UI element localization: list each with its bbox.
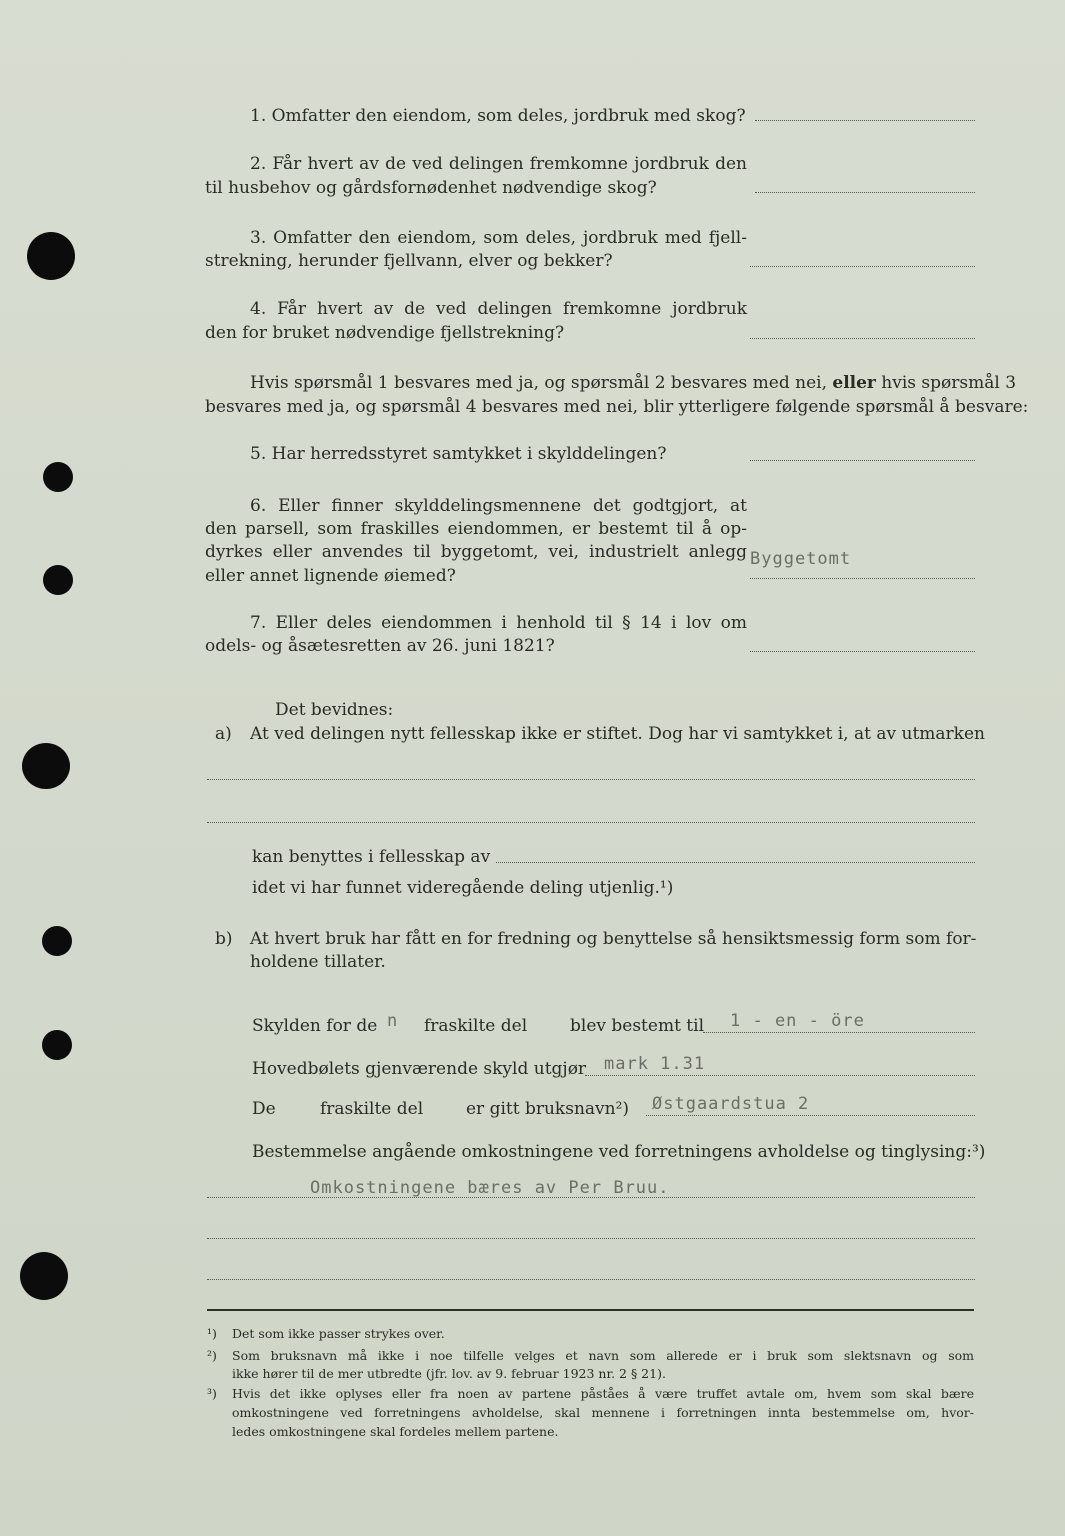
attest-b-line-1: At hvert bruk har fått en for fredning og benyttelse så hensiktsmessig form som for- (250, 929, 977, 949)
answer-line-4[interactable] (750, 338, 975, 339)
condition-text-b: hvis spørsmål 3 (875, 373, 1017, 393)
skyld-label-b: fraskilte del (424, 1016, 528, 1036)
footnote-3-line-1: Hvis det ikke oplyses eller fra noen av partene påståes å være truffet avtale om, hvem som skal bære (232, 1386, 974, 1401)
condition-line-2: besvares med ja, og spørsmål 4 besvares med nei, blir ytterligere følgende spørsmål å besvare: (205, 397, 1029, 417)
answer-line-7[interactable] (750, 651, 975, 652)
utmark-line-1[interactable] (207, 779, 975, 780)
footnote-1: Det som ikke passer strykes over. (232, 1326, 445, 1341)
footnote-3-line-3: ledes omkostningene skal fordeles mellem partene. (232, 1424, 559, 1439)
utmark-line-2[interactable] (207, 822, 975, 823)
attest-a-text: At ved delingen nytt fellesskap ikke er stiftet. Dog har vi samtykket i, at av utmarken (250, 724, 985, 744)
answer-line-3[interactable] (750, 266, 975, 267)
finding-text: idet vi har funnet videregående deling utjenlig.¹) (252, 878, 674, 898)
question-6-line-3: dyrkes eller anvendes til byggetomt, vei, industrielt anlegg (205, 542, 747, 562)
punch-hole-1 (27, 232, 75, 280)
condition-eller: eller (832, 373, 876, 393)
answer-line-5[interactable] (750, 460, 975, 461)
hoved-line[interactable] (585, 1075, 975, 1076)
footnote-rule (207, 1309, 974, 1311)
footnote-2-line-2: ikke hører til de mer utbredte (jfr. lov. av 9. februar 1923 nr. 2 § 21). (232, 1366, 666, 1381)
skyld-line[interactable] (703, 1032, 975, 1033)
hoved-label: Hovedbølets gjenværende skyld utgjør (252, 1059, 587, 1079)
punch-hole-5 (42, 926, 72, 956)
skyld-label-a: Skylden for de (252, 1016, 378, 1036)
punch-hole-7 (20, 1252, 68, 1300)
footnote-2-mark: ²) (207, 1348, 217, 1363)
footnote-1-mark: ¹) (207, 1326, 217, 1341)
footnote-3-mark: ³) (207, 1386, 217, 1401)
answer-line-2[interactable] (755, 192, 975, 193)
common-use-line[interactable] (496, 862, 975, 863)
attest-heading: Det bevidnes: (275, 700, 394, 720)
question-4-line-1: 4. Får hvert av de ved delingen fremkomne jordbruk (250, 299, 747, 319)
de-label-b: fraskilte del (320, 1099, 424, 1119)
attest-a-label: a) (215, 724, 232, 744)
question-6-line-1: 6. Eller finner skylddelingsmennene det godtgjort, at (250, 496, 747, 516)
cost-value: Omkostningene bæres av Per Bruu. (310, 1178, 670, 1198)
cost-line-1[interactable] (207, 1197, 975, 1198)
attest-b-line-2: holdene tillater. (250, 952, 386, 972)
skyld-value: 1 - en - öre (730, 1011, 865, 1031)
cost-line-2[interactable] (207, 1238, 975, 1239)
footnote-2-line-1: Som bruksnavn må ikke i noe tilfelle velges et navn som allerede er i bruk som slektsnavn og som (232, 1348, 974, 1363)
skyld-label-c: blev bestemt til (570, 1016, 705, 1036)
bruksnavn-value: Østgaardstua 2 (652, 1094, 810, 1114)
bruksnavn-line[interactable] (646, 1115, 975, 1116)
de-label-c: er gitt bruksnavn²) (466, 1099, 630, 1119)
condition-line-1 (250, 372, 1017, 394)
question-7-line-2: odels- og åsætesretten av 26. juni 1821? (205, 636, 555, 656)
answer-line-1[interactable] (755, 120, 975, 121)
condition-text-a: Hvis spørsmål 1 besvares med ja, og spørsmål 2 besvares med nei, (250, 373, 833, 393)
question-2-line-2: til husbehov og gårdsfornødenhet nødvendige skog? (205, 178, 657, 198)
punch-hole-6 (42, 1030, 72, 1060)
common-use-label: kan benyttes i fellesskap av (252, 847, 491, 867)
question-3-line-1: 3. Omfatter den eiendom, som deles, jordbruk med fjell- (250, 228, 747, 248)
punch-hole-3 (43, 565, 73, 595)
question-6-line-2: den parsell, som fraskilles eiendommen, er bestemt til å op- (205, 519, 747, 539)
question-3-line-2: strekning, herunder fjellvann, elver og bekker? (205, 251, 613, 271)
attest-b-label: b) (215, 929, 233, 949)
question-2-line-1: 2. Får hvert av de ved delingen fremkomne jordbruk den (250, 154, 747, 174)
hoved-value: mark 1.31 (604, 1054, 706, 1074)
footnote-3-line-2: omkostningene ved forretningens avholdelse, skal mennene i forretningen innta bestemmelse om, hvor- (232, 1405, 974, 1420)
cost-label: Bestemmelse angående omkostningene ved forretningens avholdelse og tinglysing:³) (252, 1142, 986, 1162)
skyld-n-typed: n (387, 1011, 399, 1031)
answer-6-typed: Byggetomt (750, 549, 852, 569)
punch-hole-4 (22, 743, 70, 789)
punch-hole-2 (43, 462, 73, 492)
question-1: 1. Omfatter den eiendom, som deles, jordbruk med skog? (250, 106, 746, 126)
question-6-line-4: eller annet lignende øiemed? (205, 566, 456, 586)
cost-line-3[interactable] (207, 1279, 975, 1280)
question-4-line-2: den for bruket nødvendige fjellstrekning? (205, 323, 565, 343)
answer-line-6[interactable] (750, 578, 975, 579)
question-7-line-1: 7. Eller deles eiendommen i henhold til § 14 i lov om (250, 613, 747, 633)
question-5: 5. Har herredsstyret samtykket i skylddelingen? (250, 444, 667, 464)
de-label-a: De (252, 1099, 276, 1119)
